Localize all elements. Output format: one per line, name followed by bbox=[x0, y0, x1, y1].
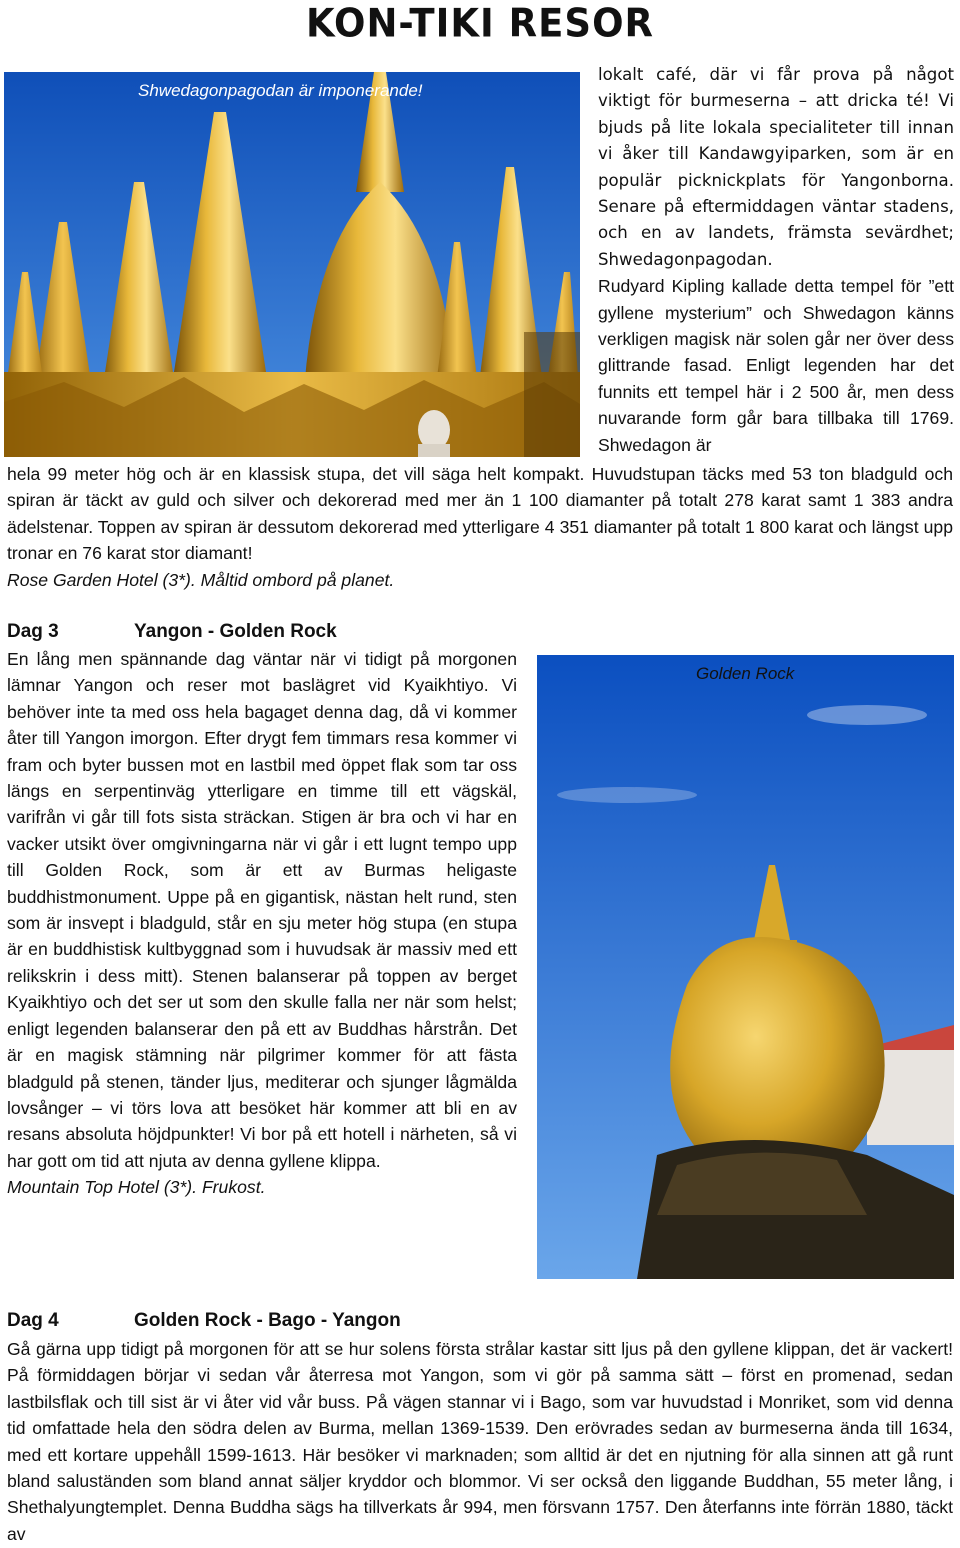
golden-rock-illustration bbox=[537, 655, 954, 1279]
day4-body: Gå gärna upp tidigt på morgonen för att se hur solens första strålar kastar sitt ljus på den gyllene klippan, det är vackert! På förmiddagen börjar vi sedan vår återresa mot Yangon, som vi gör på samma sätt – först en promenad, sedan lastbilsflak och till sist är vi åter vid vår buss. På vägen stannar vi i Bago, som var huvudstad i Monriket, som vid denna tid omfattade hela den södra delen av Burma, mellan 1369-1539. Den erövrades sedan av burmeserna ända till 1634, med ett kortare uppehåll 1599-1613. Här besöker vi marknaden; som alltid är det en njutning för alla sinnen att gå runt bland saluständen som bland annat säljer kryddor och blommor. Vi ser också den liggande Buddhan, 55 meter lång, i Shethalyungtemplet. Denna Buddha sägs ha tillverkats år 994, men försvann 1757. Den återfanns inte förrän 1880, täckt av bbox=[7, 1339, 953, 1544]
hotel-line-day3: Mountain Top Hotel (3*). Frukost. bbox=[7, 1177, 266, 1198]
day3-label: Dag 3 bbox=[7, 621, 59, 642]
shwedagon-photo bbox=[4, 72, 580, 457]
brand-logo: KON-TIKI RESOR bbox=[305, 0, 655, 47]
shwedagon-right-column bbox=[598, 62, 954, 458]
pagoda-illustration bbox=[4, 72, 580, 457]
day4-label: Dag 4 bbox=[7, 1310, 59, 1331]
day4-title: Golden Rock - Bago - Yangon bbox=[134, 1310, 401, 1331]
stupa-paragraph: hela 99 meter hög och är en klassisk stupa, det vill säga helt kompakt. Huvudstupan täcks med 53 ton bladguld och spiran är täckt av guld och silver och dekorerad med mer än 1 100 diamanter på totalt 278 karat samt 1 383 andra ädelstenar. Toppen av spiran är dessutom dekorerad med ytterligare 4 351 diamanter på totalt 1 800 karat och längst upp tronar en 76 karat stor diamant! bbox=[7, 464, 953, 564]
golden-rock-photo bbox=[537, 655, 954, 1279]
day3-body: En lång men spännande dag väntar när vi tidigt på morgonen lämnar Yangon och reser mot baslägret vid Kyaikhtiyo. Vi behöver inte ta med oss hela bagaget denna dag, då vi kommer åter till Yangon imorgon. Efter drygt fem timmars resa kommer vi fram och byter bussen mot en lastbil med öppet flak som tar oss längs en serpentinväg ytterligare en timme till ett vägskäl, varifrån vi går till fots sista sträckan. Stigen är bra och vi har en vacker utsikt över omgivningarna när vi går i ett lugnt tempo upp till Golden Rock, som är ett av Burmas heligaste buddhistmonument. Uppe på en gigantisk, nästan helt rund, sten som är insvept i bladguld, står en sju meter hög stupa (en stupa är en buddhistisk kultbyggnad som i huvudsak är massiv med ett relikskrin i dess mitt). Stenen balanserar på toppen av berget Kyaikhtiyo och det ser ut som den skulle falla ner när som helst; enligt legenden balanserar den på ett av Buddhas hårstrån. Det är en magisk stämning när pilgrimer kommer för att fästa bladguld på stenen, tänder ljus, mediterar och sjunger lågmälda lovsånger – vi törs lova att besöket här kommer att bli en av resans absoluta höjdpunkter! Vi bor på ett hotell i närheten, så vi har gott om tid att njuta av denna gyllene klippa. bbox=[7, 649, 517, 1171]
day3-title: Yangon - Golden Rock bbox=[134, 621, 337, 642]
shwedagon-full-width bbox=[7, 461, 953, 593]
photo1-caption: Shwedagonpagodan är imponerande! bbox=[138, 81, 423, 100]
photo2-caption: Golden Rock bbox=[696, 664, 795, 683]
day4-column bbox=[7, 1336, 953, 1547]
day3-column bbox=[7, 646, 517, 1201]
hotel-line-day2: Rose Garden Hotel (3*). Måltid ombord på planet. bbox=[7, 569, 395, 590]
kipling-paragraph: Rudyard Kipling kallade detta tempel för ”ett gyllene mysterium” och Shwedagon känns verkligen magisk när solen går ner över dess glittrande fasad. Enligt legenden har det funnits ett tempel här i 2 500 år, men dess nuvarande form går bara tillbaka till 1769. Shwedagon är bbox=[598, 276, 954, 455]
intro-paragraph: lokalt café, där vi får prova på något viktigt för burmeserna – att dricka té! Vi bjuds på lite lokala specialiteter till innan vi åker till Kandawgyiparken, som är en populär picknickplats för Yangonborna. Senare på eftermiddagen väntar stadens, och en av landets, främsta sevärdhet; Shwedagonpagodan. bbox=[598, 65, 954, 269]
